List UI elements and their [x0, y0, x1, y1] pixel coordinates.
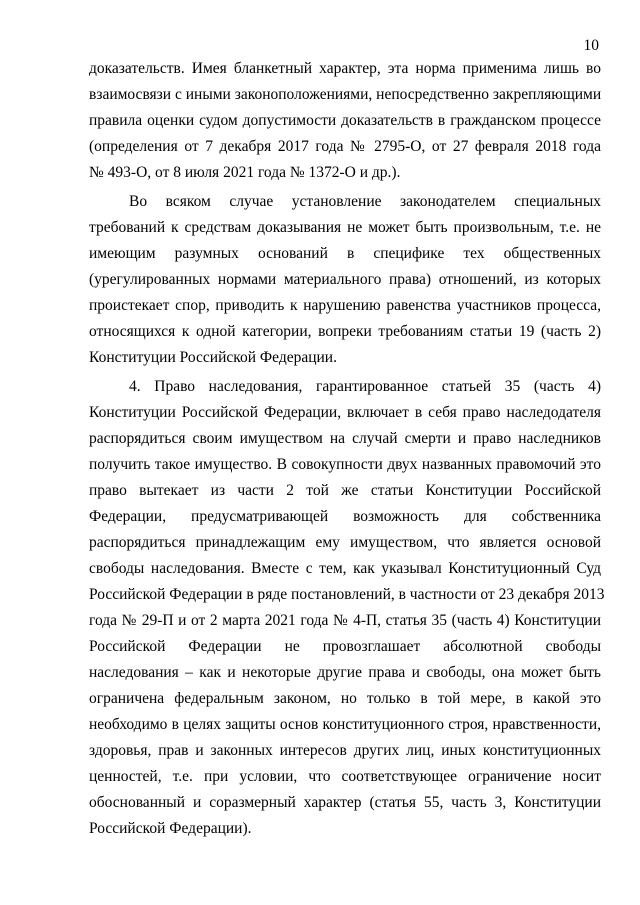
text-line: Конституции Российской Федерации.	[89, 349, 337, 366]
text-line: Конституции Российской Федерации, включает в себя право наследодателя	[89, 404, 601, 421]
text-line: требований к средствам доказывания не может быть произвольным, т.е. не	[89, 219, 601, 236]
text-line: необходимо в целях защиты основ конституционного строя, нравственности,	[89, 716, 601, 733]
text-line: ограничена федеральным законом, но только в той мере, в какой это	[89, 690, 601, 707]
text-line: (определения от 7 декабря 2017 года № 2795-О, от 27 февраля 2018 года	[89, 138, 601, 155]
text-line: правила оценки судом допустимости доказательств в гражданском процессе	[89, 112, 601, 129]
text-line: свободы наследования. Вместе с тем, как указывал Конституционный Суд	[89, 560, 601, 577]
paragraph-first-line: Во всяком случае установление законодателем специальных	[129, 193, 601, 210]
text-line: доказательств. Имея бланкетный характер, эта норма применима лишь во	[89, 60, 601, 77]
text-line: года № 29-П и от 2 марта 2021 года № 4-П, статья 35 (часть 4) Конституции	[89, 612, 601, 629]
text-line: (урегулированных нормами материального права) отношений, из которых	[89, 271, 601, 288]
text-line: обоснованный и соразмерный характер (статья 55, часть 3, Конституции	[89, 794, 601, 811]
text-line: Федерации, предусматривающей возможность для собственника	[89, 508, 601, 525]
text-line: взаимосвязи с иными законоположениями, непосредственно закрепляющими	[89, 86, 602, 103]
text-line: относящихся к одной категории, вопреки требованиям статьи 19 (часть 2)	[89, 323, 601, 340]
text-line: здоровья, прав и законных интересов других лиц, иных конституционных	[89, 742, 601, 759]
text-line: наследования – как и некоторые другие права и свободы, она может быть	[89, 664, 601, 681]
text-line: распорядиться принадлежащим ему имуществом, что является основой	[89, 534, 601, 551]
text-line: проистекает спор, приводить к нарушению равенства участников процесса,	[89, 297, 601, 314]
text-line: распорядиться своим имуществом на случай смерти и право наследников	[89, 430, 601, 447]
paragraph-first-line: 4. Право наследования, гарантированное статьей 35 (часть 4)	[129, 378, 601, 395]
text-line: № 493-О, от 8 июля 2021 года № 1372-О и др.).	[89, 164, 401, 181]
text-line: имеющим разумных оснований в специфике тех общественных	[89, 245, 601, 262]
text-line: Российской Федерации).	[89, 820, 252, 837]
text-line: Российской Федерации в ряде постановлений, в частности от 23 декабря 2013	[89, 586, 605, 603]
page-number: 10	[583, 37, 599, 54]
text-line: Российской Федерации не провозглашает абсолютной свободы	[89, 638, 601, 655]
text-line: получить такое имущество. В совокупности двух названных правомочий это	[89, 456, 601, 473]
text-line: право вытекает из части 2 той же статьи Конституции Российской	[89, 482, 601, 499]
text-line: ценностей, т.е. при условии, что соответствующее ограничение носит	[89, 768, 601, 785]
